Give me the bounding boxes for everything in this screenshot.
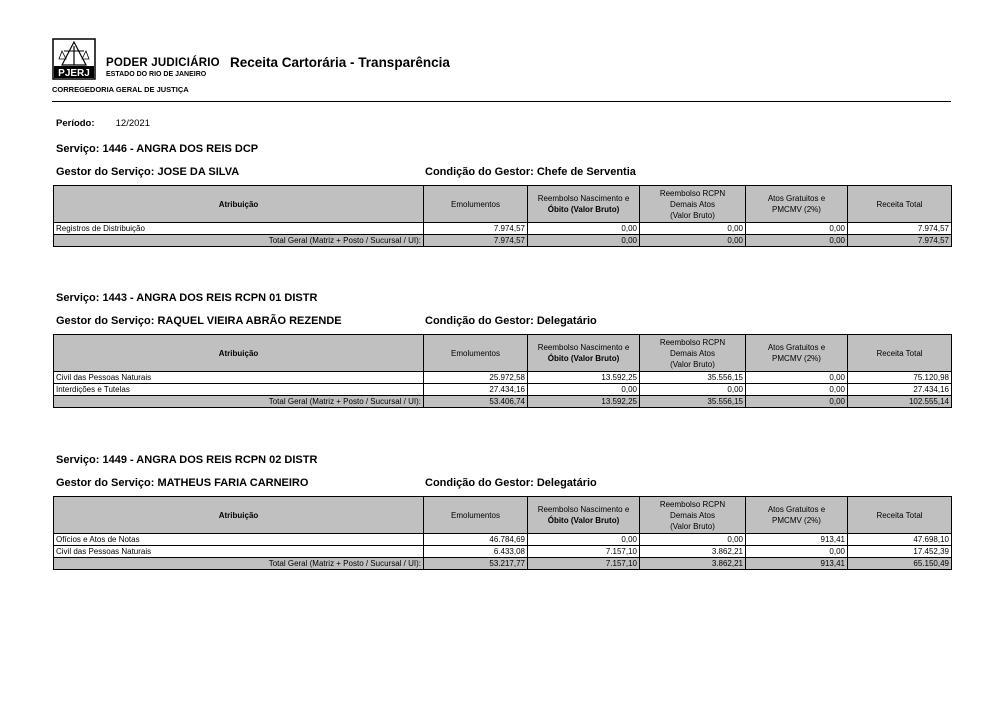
col-atribuicao: Atribuição	[54, 335, 424, 372]
periodo-label: Período:	[56, 118, 95, 129]
col-receita-total: Receita Total	[848, 497, 952, 534]
org-corregedoria: CORREGEDORIA GERAL DE JUSTIÇA	[52, 85, 189, 94]
cell-value: 0,00	[528, 534, 640, 546]
cell-value: 0,00	[746, 384, 848, 396]
cell-value: 35.556,15	[640, 396, 746, 408]
org-state: ESTADO DO RIO DE JANEIRO	[106, 71, 207, 78]
cell-value: 0,00	[746, 223, 848, 235]
col-reembolso-rcpn: Reembolso RCPN Demais Atos (Valor Bruto)	[640, 497, 746, 534]
cell-value: 3.862,21	[640, 546, 746, 558]
table-row	[54, 372, 952, 384]
cell-value: 53.217,77	[424, 558, 528, 570]
total-label: Total Geral (Matriz + Posto / Sucursal / UI):	[54, 396, 424, 408]
col-reembolso-nascimento: Reembolso Nascimento e Óbito (Valor Bruto)	[528, 335, 640, 372]
row-atribuicao: Civil das Pessoas Naturais	[54, 372, 424, 384]
cell-value: 75.120,98	[848, 372, 952, 384]
col-emolumentos: Emolumentos	[424, 497, 528, 534]
cell-value: 0,00	[746, 235, 848, 247]
col-receita-total: Receita Total	[848, 186, 952, 223]
row-atribuicao: Registros de Distribuição	[54, 223, 424, 235]
cell-value: 0,00	[746, 396, 848, 408]
logo-lettering: PJERJ	[58, 68, 90, 79]
total-row	[54, 235, 952, 247]
pjerj-logo	[52, 38, 96, 80]
col-emolumentos: Emolumentos	[424, 186, 528, 223]
cell-value: 913,41	[746, 558, 848, 570]
cell-value: 913,41	[746, 534, 848, 546]
table-row	[54, 384, 952, 396]
col-reembolso-nascimento: Reembolso Nascimento e Óbito (Valor Bruto)	[528, 497, 640, 534]
cell-value: 0,00	[640, 534, 746, 546]
cell-value: 0,00	[640, 235, 746, 247]
periodo	[56, 118, 150, 129]
cell-value: 27.434,16	[848, 384, 952, 396]
cell-value: 0,00	[746, 372, 848, 384]
service-title: Serviço: 1449 - ANGRA DOS REIS RCPN 02 DISTR	[56, 454, 318, 466]
col-atos-gratuitos: Atos Gratuitos e PMCMV (2%)	[746, 186, 848, 223]
cell-value: 17.452,39	[848, 546, 952, 558]
col-atos-gratuitos: Atos Gratuitos e PMCMV (2%)	[746, 335, 848, 372]
col-emolumentos: Emolumentos	[424, 335, 528, 372]
revenue-table	[53, 334, 952, 408]
total-row	[54, 396, 952, 408]
table-row	[54, 546, 952, 558]
service-manager: Gestor do Serviço: JOSE DA SILVA	[56, 166, 240, 178]
cell-value: 25.972,58	[424, 372, 528, 384]
row-atribuicao: Ofícios e Atos de Notas	[54, 534, 424, 546]
service-title: Serviço: 1443 - ANGRA DOS REIS RCPN 01 DISTR	[56, 292, 318, 304]
cell-value: 6.433,08	[424, 546, 528, 558]
table-row	[54, 223, 952, 235]
revenue-table	[53, 185, 952, 247]
cell-value: 7.157,10	[528, 558, 640, 570]
cell-value: 102.555,14	[848, 396, 952, 408]
service-title: Serviço: 1446 - ANGRA DOS REIS DCP	[56, 143, 259, 155]
org-name: PODER JUDICIÁRIO	[106, 57, 220, 69]
col-reembolso-nascimento: Reembolso Nascimento e Óbito (Valor Bruto)	[528, 186, 640, 223]
manager-condition: Condição do Gestor: Delegatário	[425, 315, 597, 327]
cell-value: 0,00	[528, 384, 640, 396]
manager-condition: Condição do Gestor: Delegatário	[425, 477, 597, 489]
row-atribuicao: Civil das Pessoas Naturais	[54, 546, 424, 558]
col-reembolso-rcpn: Reembolso RCPN Demais Atos (Valor Bruto)	[640, 186, 746, 223]
cell-value: 27.434,16	[424, 384, 528, 396]
cell-value: 13.592,25	[528, 396, 640, 408]
cell-value: 46.784,69	[424, 534, 528, 546]
cell-value: 47.698,10	[848, 534, 952, 546]
cell-value: 35.556,15	[640, 372, 746, 384]
cell-value: 3.862,21	[640, 558, 746, 570]
cell-value: 7.974,57	[848, 223, 952, 235]
cell-value: 0,00	[640, 384, 746, 396]
cell-value: 65.150,49	[848, 558, 952, 570]
col-receita-total: Receita Total	[848, 335, 952, 372]
col-reembolso-rcpn: Reembolso RCPN Demais Atos (Valor Bruto)	[640, 335, 746, 372]
header-divider	[52, 101, 951, 102]
total-label: Total Geral (Matriz + Posto / Sucursal / UI):	[54, 558, 424, 570]
table-row	[54, 534, 952, 546]
cell-value: 13.592,25	[528, 372, 640, 384]
cell-value: 53.406,74	[424, 396, 528, 408]
cell-value: 7.974,57	[424, 235, 528, 247]
document-title: Receita Cartorária - Transparência	[230, 55, 450, 70]
total-label: Total Geral (Matriz + Posto / Sucursal / UI):	[54, 235, 424, 247]
manager-condition: Condição do Gestor: Chefe de Serventia	[425, 166, 636, 178]
service-manager: Gestor do Serviço: MATHEUS FARIA CARNEIRO	[56, 477, 309, 489]
col-atribuicao: Atribuição	[54, 186, 424, 223]
cell-value: 0,00	[528, 223, 640, 235]
col-atribuicao: Atribuição	[54, 497, 424, 534]
revenue-table	[53, 496, 952, 570]
cell-value: 0,00	[528, 235, 640, 247]
col-atos-gratuitos: Atos Gratuitos e PMCMV (2%)	[746, 497, 848, 534]
cell-value: 7.157,10	[528, 546, 640, 558]
cell-value: 7.974,57	[848, 235, 952, 247]
periodo-value: 12/2021	[115, 118, 150, 129]
row-atribuicao: Interdições e Tutelas	[54, 384, 424, 396]
cell-value: 0,00	[640, 223, 746, 235]
cell-value: 0,00	[746, 546, 848, 558]
total-row	[54, 558, 952, 570]
cell-value: 7.974,57	[424, 223, 528, 235]
service-manager: Gestor do Serviço: RAQUEL VIEIRA ABRÃO REZENDE	[56, 315, 342, 327]
